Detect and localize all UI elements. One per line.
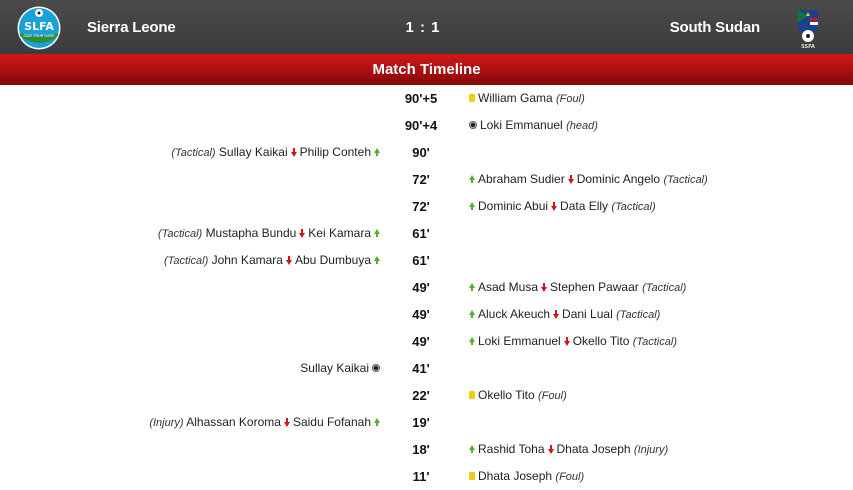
event-note: (head)	[566, 120, 598, 132]
event-minute: 90'+5	[404, 91, 438, 106]
player-out-link[interactable]: Dani Lual	[562, 307, 613, 321]
timeline-row	[0, 85, 853, 112]
event-minute: 61'	[412, 253, 430, 268]
player-link[interactable]: Okello Tito	[478, 388, 535, 402]
player-out-link[interactable]: John Kamara	[211, 253, 283, 267]
away-event	[466, 469, 584, 483]
event-minute: 41'	[412, 361, 430, 376]
event-note: (Tactical)	[663, 174, 708, 186]
sub-out-arrow-icon	[286, 260, 292, 265]
player-out-link[interactable]: Stephen Pawaar	[550, 280, 639, 294]
ball-icon	[469, 121, 477, 129]
event-note: (Tactical)	[632, 336, 677, 348]
ball-icon	[372, 364, 380, 372]
player-in-link[interactable]: Abraham Sudier	[478, 172, 565, 186]
sub-out-arrow-icon	[284, 422, 290, 427]
event-note: (Tactical)	[611, 201, 656, 213]
event-minute: 49'	[412, 280, 430, 295]
player-in-link[interactable]: Asad Musa	[478, 280, 539, 294]
away-event	[466, 280, 686, 294]
sub-out-arrow-icon	[564, 341, 570, 346]
player-link[interactable]: William Gama	[478, 91, 553, 105]
timeline-row	[0, 247, 853, 274]
timeline-row	[0, 301, 853, 328]
player-in-link[interactable]: Rashid Toha	[478, 442, 545, 456]
player-out-link[interactable]: Okello Tito	[572, 334, 630, 348]
logo-tagline: SAVE YOUR GAME	[23, 34, 55, 38]
timeline-row	[0, 328, 853, 355]
sub-out-arrow-icon	[568, 179, 574, 184]
south-sudan-logo[interactable]	[786, 6, 830, 50]
match-timeline	[0, 85, 853, 490]
match-score: 1 : 1	[405, 19, 441, 36]
event-note: (Tactical)	[642, 282, 687, 294]
event-minute: 18'	[412, 442, 430, 457]
timeline-row	[0, 463, 853, 490]
home-event	[164, 253, 383, 267]
event-minute: 49'	[412, 307, 430, 322]
timeline-row	[0, 220, 853, 247]
sub-out-arrow-icon	[548, 449, 554, 454]
player-in-link[interactable]: Abu Dumbuya	[294, 253, 371, 267]
timeline-row	[0, 355, 853, 382]
timeline-row	[0, 112, 853, 139]
sub-in-arrow-icon	[469, 310, 475, 315]
yellow-card-icon	[469, 472, 475, 480]
event-note: (Tactical)	[616, 309, 661, 321]
yellow-card-icon	[469, 391, 475, 399]
sub-in-arrow-icon	[374, 229, 380, 234]
timeline-row	[0, 139, 853, 166]
event-minute: 90'	[412, 145, 430, 160]
sub-in-arrow-icon	[374, 256, 380, 261]
event-note: (Tactical)	[158, 228, 203, 240]
home-event	[171, 145, 383, 159]
event-note: (Foul)	[556, 93, 585, 105]
event-note: (Injury)	[633, 444, 669, 456]
event-note: (Tactical)	[164, 255, 209, 267]
home-team-name[interactable]: Sierra Leone	[87, 19, 176, 36]
player-out-link[interactable]: Dominic Angelo	[576, 172, 661, 186]
player-in-link[interactable]: Dominic Abui	[478, 199, 549, 213]
player-in-link[interactable]: Kei Kamara	[308, 226, 371, 240]
away-event	[466, 199, 656, 213]
away-event	[466, 388, 567, 402]
away-team-name[interactable]: South Sudan	[669, 19, 760, 36]
player-out-link[interactable]: Sullay Kaikai	[218, 145, 288, 159]
event-note: (Tactical)	[171, 147, 216, 159]
event-minute: 49'	[412, 334, 430, 349]
away-event	[466, 172, 708, 186]
sub-out-arrow-icon	[299, 233, 305, 238]
sub-in-arrow-icon	[469, 337, 475, 342]
sub-out-arrow-icon	[291, 152, 297, 157]
logo-text: SSFA	[801, 44, 815, 50]
player-out-link[interactable]: Mustapha Bundu	[205, 226, 297, 240]
home-event	[158, 226, 383, 240]
event-minute: 61'	[412, 226, 430, 241]
event-note: (Foul)	[538, 390, 567, 402]
away-event	[466, 91, 585, 105]
sub-in-arrow-icon	[374, 148, 380, 153]
timeline-row	[0, 274, 853, 301]
player-in-link[interactable]: Loki Emmanuel	[478, 334, 561, 348]
player-link[interactable]: Loki Emmanuel	[480, 118, 563, 132]
away-event	[466, 442, 668, 456]
sub-out-arrow-icon	[553, 314, 559, 319]
event-minute: 72'	[412, 172, 430, 187]
player-out-link[interactable]: Data Elly	[560, 199, 609, 213]
sub-in-arrow-icon	[469, 283, 475, 288]
event-note: (Foul)	[555, 471, 585, 483]
banner-title: Match Timeline	[372, 61, 481, 78]
match-header	[0, 0, 853, 54]
sub-in-arrow-icon	[374, 418, 380, 423]
player-out-link[interactable]: Alhassan Koroma	[186, 415, 281, 429]
timeline-row	[0, 409, 853, 436]
player-out-link[interactable]: Dhata Joseph	[556, 442, 631, 456]
sub-in-arrow-icon	[469, 175, 475, 180]
sub-in-arrow-icon	[469, 445, 475, 450]
sub-in-arrow-icon	[469, 202, 475, 207]
away-event	[466, 307, 660, 321]
player-in-link[interactable]: Saidu Fofanah	[292, 415, 371, 429]
home-event	[300, 361, 383, 375]
event-minute: 72'	[412, 199, 430, 214]
sub-out-arrow-icon	[551, 206, 557, 211]
player-in-link[interactable]: Aluck Akeuch	[478, 307, 551, 321]
player-link[interactable]: Sullay Kaikai	[300, 361, 369, 375]
timeline-row	[0, 193, 853, 220]
player-link[interactable]: Dhata Joseph	[478, 469, 553, 483]
yellow-card-icon	[469, 94, 475, 102]
event-note: (Injury)	[149, 417, 184, 429]
event-minute: 11'	[412, 469, 430, 484]
sub-out-arrow-icon	[541, 287, 547, 292]
timeline-banner	[0, 54, 853, 85]
away-event	[466, 334, 677, 348]
timeline-row	[0, 436, 853, 463]
away-event	[466, 118, 598, 132]
event-minute: 22'	[412, 388, 430, 403]
logo-text: SLFA	[24, 20, 54, 33]
event-minute: 19'	[412, 415, 430, 430]
event-minute: 90'+4	[404, 118, 438, 133]
timeline-row	[0, 166, 853, 193]
player-in-link[interactable]: Philip Conteh	[299, 145, 371, 159]
home-event	[149, 415, 383, 429]
timeline-row	[0, 382, 853, 409]
